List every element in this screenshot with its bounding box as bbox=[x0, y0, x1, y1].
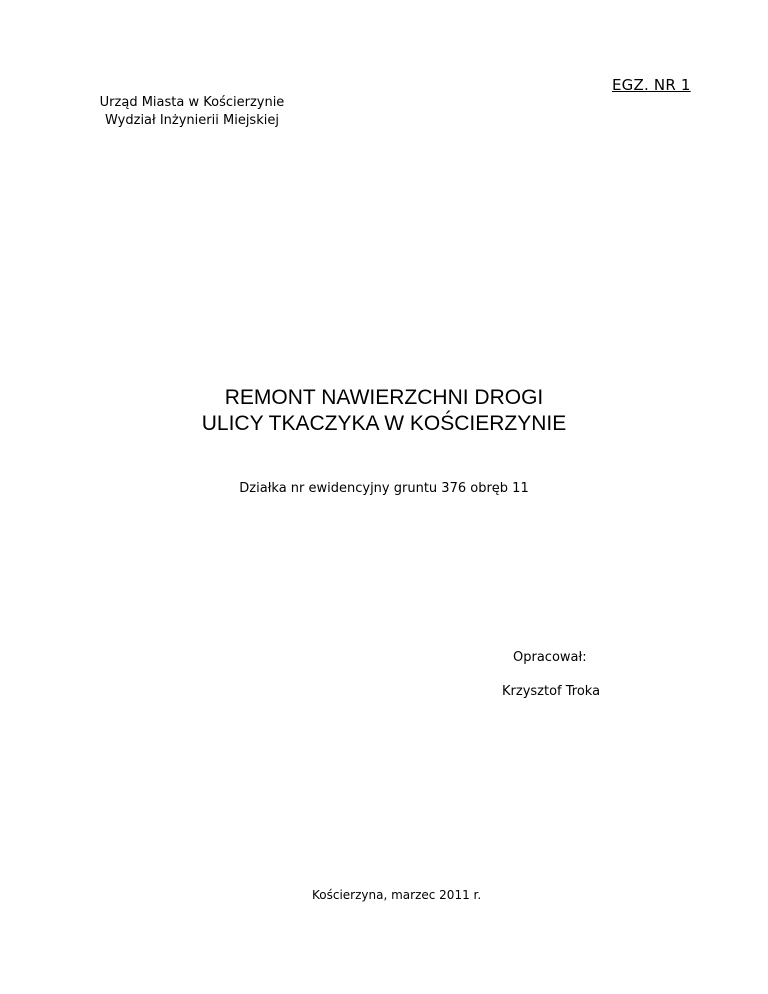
prepared-by-name: Krzysztof Troka bbox=[502, 684, 601, 699]
document-title bbox=[0, 385, 768, 437]
title-line-1: REMONT NAWIERZCHNI DROGI bbox=[224, 386, 544, 409]
prepared-by-label: Opracował: bbox=[513, 650, 587, 665]
issuing-office bbox=[92, 94, 292, 130]
parcel-info: Działka nr ewidencyjny gruntu 376 obręb 11 bbox=[239, 481, 529, 496]
office-name: Urząd Miasta w Kościerzynie bbox=[99, 95, 285, 110]
title-line-2: ULICY TKACZYKA W KOŚCIERZYNIE bbox=[201, 412, 567, 435]
copy-number: EGZ. NR 1 bbox=[612, 76, 691, 94]
department-name: Wydział Inżynierii Miejskiej bbox=[105, 113, 279, 128]
place-and-date: Kościerzyna, marzec 2011 r. bbox=[312, 888, 482, 902]
